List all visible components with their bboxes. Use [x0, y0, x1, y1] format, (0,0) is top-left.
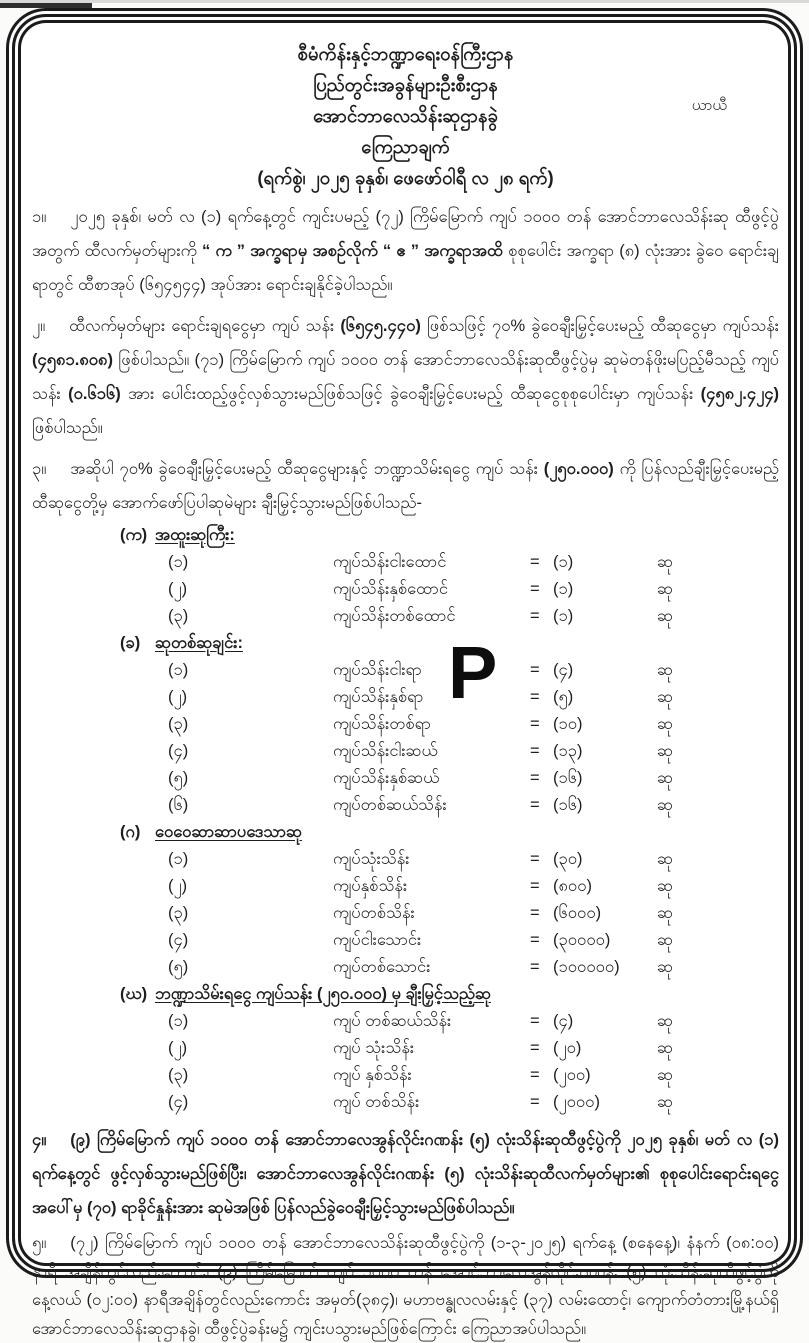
- prize-section-kha: [32, 630, 779, 819]
- equals-sign: =: [530, 607, 540, 625]
- equals-sign: =: [530, 1012, 540, 1030]
- prize-row: [168, 1062, 779, 1089]
- prize-amount: ကျပ်နှစ်သိန်း: [333, 877, 408, 895]
- amount-bold: (၆၅၄၅.၄၄၀): [340, 317, 421, 335]
- row-number: (၁): [168, 850, 189, 868]
- prize-unit: ဆု: [657, 769, 673, 787]
- row-number: (၁): [168, 661, 189, 679]
- prize-amount: ကျပ်တစ်သိန်း: [333, 904, 415, 922]
- equals-sign: =: [530, 715, 540, 733]
- paragraph-5: [32, 1229, 779, 1343]
- prize-row: [168, 765, 779, 792]
- amount-bold: (၄၅၈၁.၈၀၈): [32, 351, 113, 369]
- prize-count: (၁): [553, 553, 574, 571]
- prize-count: (၁): [553, 607, 574, 625]
- paragraph-4: [32, 1123, 779, 1225]
- prize-count: (၂၀၀): [553, 1066, 591, 1084]
- prize-amount: ကျပ်သိန်းငါးရာ: [333, 661, 422, 679]
- equals-sign: =: [530, 769, 540, 787]
- prize-row: [168, 711, 779, 738]
- equals-sign: =: [530, 580, 540, 598]
- prize-count: (၁၀၀၀၀၀): [553, 958, 620, 976]
- prize-row: [168, 1035, 779, 1062]
- prize-count: (၄): [553, 1012, 574, 1030]
- amount-bold: (၀.၆၁၆): [68, 385, 121, 403]
- paragraph-text: အဆိုပါ ၇၀% ခွဲဝေချီးမြှင့်ပေးမည့် ထီဆုငွေများနှင့် ဘဏ္ဍာသိမ်းရငွေ ကျပ် သန်း: [70, 460, 544, 478]
- header-line: အောင်ဘာလေသိန်းဆုဌာနခွဲ: [313, 105, 498, 126]
- equals-sign: =: [530, 1093, 540, 1111]
- document-content: [32, 38, 780, 1338]
- prize-row: [168, 576, 779, 603]
- paragraph-text: ၂၀၂၅ ခုနှစ်၊ မတ် လ (၁) ရက်နေ့တွင် ကျင်းပမည့် (၇၂) ကြိမ်မြောက် ကျပ် ၁၀၀၀ တန် အောင်ဘာလေသိန်းဆု ထီဖွင့်ပွဲအတွက် ထီလက်မှတ်များကို: [32, 208, 779, 260]
- paragraph-number: ၁။: [32, 208, 47, 226]
- prize-amount: ကျပ် တစ်ဆယ်သိန်း: [333, 1012, 452, 1030]
- section-rows: [32, 846, 779, 981]
- section-rows: [32, 549, 779, 630]
- paragraph-3: [32, 452, 779, 520]
- section-heading: [120, 819, 779, 846]
- prize-unit: ဆု: [657, 931, 673, 949]
- prize-count: (၂၀): [553, 1039, 582, 1057]
- prize-unit: ဆု: [657, 904, 673, 922]
- prize-amount: ကျပ်သိန်းနှစ်ရာ: [333, 688, 424, 706]
- paragraph-number: ၃။: [32, 460, 47, 478]
- paragraph-text: ဖြစ်ပါသည်။ (၇၁) ကြိမ်မြောက် ကျပ် ၁၀၀၀ တန် အောင်ဘာလေသိန်းဆုထီဖွင့်ပွဲမှ ဆုမဲတန်ဖိုးမပြည့်မီသည့် ကျပ် သန်း: [32, 351, 779, 403]
- row-number: (၅): [168, 958, 189, 976]
- equals-sign: =: [530, 796, 540, 814]
- prize-unit: ဆု: [657, 877, 673, 895]
- prize-row: [168, 1089, 779, 1116]
- row-number: (၃): [168, 715, 189, 733]
- amount-bold: (၂၅၀.၀၀၀): [543, 460, 614, 478]
- prize-count: (၃၀): [553, 850, 583, 868]
- provisional-label: ယာယီ: [691, 97, 727, 114]
- row-number: (၂): [168, 688, 188, 706]
- prize-unit: ဆု: [657, 1039, 673, 1057]
- prize-amount: ကျပ်သိန်းငါးထောင်: [333, 553, 447, 571]
- section-heading: [120, 981, 779, 1008]
- prize-section-gha: [32, 981, 779, 1116]
- prize-unit: ဆု: [657, 1093, 673, 1111]
- prize-row: [168, 603, 779, 630]
- row-number: (၅): [168, 769, 189, 787]
- section-label: (ဂ): [120, 823, 141, 841]
- prize-section-ga: [32, 819, 779, 981]
- row-number: (၃): [168, 904, 189, 922]
- section-title: ဘဏ္ဍာသိမ်းရငွေ ကျပ်သန်း (၂၅၀.၀၀၀) မှ ချီးမြှင့်သည့်ဆု: [155, 985, 491, 1003]
- equals-sign: =: [530, 688, 540, 706]
- prize-count: (၁၆): [553, 769, 583, 787]
- section-label: (က): [120, 526, 148, 544]
- paragraph-number: ၂။: [32, 317, 46, 335]
- header-line: (ရက်စွဲ၊ ၂၀၂၅ ခုနှစ်၊ ဖေဖော်ဝါရီ လ ၂၈ ရက်): [257, 167, 554, 188]
- paragraph-text: ကို ပြန်လည်ချီးမြှင့်ပေးမည့် ထီဆုငွေတို့မှ အောက်ဖော်ပြပါဆုမဲများ ချီးမြှင့်သွားမည်ဖြစ်ပါသည်-: [32, 460, 780, 512]
- prize-row: [168, 900, 779, 927]
- equals-sign: =: [530, 742, 540, 760]
- paragraph-text: (၉) ကြိမ်မြောက် ကျပ် ၁၀၀၀ တန် အောင်ဘာလေအွန်လိုင်းဂဏန်း (၅) လုံးသိန်းဆုထီဖွင့်ပွဲကို ၂၀၂၅ ခုနှစ်၊ မတ် လ (၁) ရက်နေ့တွင် ဖွင့်လှစ်သွားမည်ဖြစ်ပြီး၊ အောင်ဘာလေအွန်လိုင်းဂဏန်း (၅) လုံးသိန်းဆုထီလက်မှတ်များ၏ စုစုပေါင်းရောင်းရငွေ အပေါ်မှ (၇၀) ရာခိုင်နှုန်းအား ဆုမဲအဖြစ် ပြန်လည်ခွဲဝေချီးမြှင့်သွားမည်ဖြစ်ပါသည်။: [32, 1131, 779, 1217]
- prize-unit: ဆု: [657, 580, 673, 598]
- prize-row: [168, 549, 779, 576]
- row-number: (၁): [168, 553, 189, 571]
- prize-unit: ဆု: [657, 742, 673, 760]
- row-number: (၆): [168, 796, 189, 814]
- prize-count: (၆၀၀၀): [553, 904, 602, 922]
- paragraph-text: ဖြစ်ပါသည်။: [32, 419, 103, 437]
- prize-amount: ကျပ်သိန်းတစ်ထောင်: [333, 607, 456, 625]
- prize-unit: ဆု: [657, 715, 673, 733]
- prize-count: (၂၀၀၀): [553, 1093, 600, 1111]
- row-number: (၂): [168, 1039, 188, 1057]
- row-number: (၄): [168, 931, 189, 949]
- document-header: [32, 38, 779, 193]
- prize-unit: ဆု: [657, 958, 673, 976]
- prize-row: [168, 873, 779, 900]
- prize-amount: ကျပ်သိန်းတစ်ရာ: [333, 715, 431, 733]
- row-number: (၂): [168, 580, 188, 598]
- row-number: (၃): [168, 607, 189, 625]
- prize-amount: ကျပ် နှစ်သိန်း: [333, 1066, 412, 1084]
- section-rows: [32, 657, 779, 819]
- section-heading: [120, 522, 779, 549]
- prize-count: (၄): [553, 661, 574, 679]
- paragraph-text: အား ပေါင်းထည့်ဖွင့်လှစ်သွားမည်ဖြစ်သဖြင့် ခွဲဝေချီးမြှင့်ပေးမည့် ထီဆုငွေစုစုပေါင်းမှာ ကျပ်သန်း: [120, 385, 701, 403]
- paragraph-bold-text: “ က ” အက္ခရာမှ အစဉ်လိုက် “ ဧ ” အက္ခရာအထိ: [202, 242, 503, 260]
- equals-sign: =: [530, 958, 540, 976]
- prize-amount: ကျပ် သုံးသိန်း: [333, 1039, 415, 1057]
- prize-unit: ဆု: [657, 850, 673, 868]
- prize-row: [168, 846, 779, 873]
- paragraph-2: [32, 309, 779, 445]
- paragraph-text: ထီလက်မှတ်များ ရောင်းချရငွေမှာ ကျပ် သန်း: [69, 317, 341, 335]
- prize-amount: ကျပ်သိန်းငါးဆယ်: [333, 742, 438, 760]
- prize-unit: ဆု: [657, 553, 673, 571]
- prize-unit: ဆု: [657, 796, 673, 814]
- prize-count: (၃၀၀၀၀): [553, 931, 611, 949]
- scan-top-edge: [0, 0, 809, 3]
- row-number: (၂): [168, 877, 188, 895]
- section-label: (ခ): [120, 634, 141, 652]
- row-number: (၁): [168, 1012, 189, 1030]
- prize-row: [168, 792, 779, 819]
- paragraph-number: ၅။: [32, 1234, 47, 1252]
- prize-amount: ကျပ်တစ်သောင်း: [333, 958, 431, 976]
- section-title: ဝေဝေဆာဆာပဒေသာဆု: [155, 823, 302, 841]
- prize-count: (၁): [553, 580, 574, 598]
- prize-amount: ကျပ်သိန်းနှစ်ဆယ်: [333, 769, 440, 787]
- prize-row: [168, 927, 779, 954]
- watermark-letter-p: P: [448, 631, 498, 714]
- prize-amount: ကျပ်သိန်းနှစ်ထောင်: [333, 580, 448, 598]
- amount-bold: (၄၅၈၂.၄၂၄): [700, 385, 779, 403]
- prize-amount: ကျပ်တစ်ဆယ်သိန်း: [333, 796, 447, 814]
- prize-amount: ကျပ် တစ်သိန်း: [333, 1093, 420, 1111]
- equals-sign: =: [530, 553, 540, 571]
- paragraph-text: ဖြစ်သဖြင့် ၇၀% ခွဲဝေချီးမြှင့်ပေးမည့် ထီဆုငွေမှာ ကျပ်သန်း: [420, 317, 779, 335]
- prize-row: [168, 738, 779, 765]
- header-line: ပြည်တွင်းအခွန်များဦးစီးဌာန: [313, 74, 498, 95]
- paragraph-text: (၇၂) ကြိမ်မြောက် ကျပ် ၁၀၀၀ တန် အောင်ဘာလေသိန်းဆုထီဖွင့်ပွဲကို (၁-၃-၂၀၂၅) ရက်နေ့ (စနေနေ့)၊ နံနက် (၀၈:၀၀) နာရီ အချိန်တွင်လည်းကောင်း၊ (၉) ကြိမ်မြောက် ကျပ် ၁၀၀၀ တန် အောင်ဘာလေအွန်လိုင်းဂဏန်း (၅) လုံးသိန်းဆုထီဖွင့်ပွဲကို နေ့လယ် (၀၂:၀၀) နာရီအချိန်တွင်လည်းကောင်း အမှတ်(၃၈၄)၊ မဟာဗန္ဓုလလမ်းနှင့် (၃၇) လမ်းထောင့်၊ ကျောက်တံတားမြို့နယ်ရှိ အောင်ဘာလေသိန်းဆုဌာနခွဲ၊ ထီဖွင့်ပွဲခန်းမ၌ ကျင်းပသွားမည်ဖြစ်ကြောင်း ကြေညာအပ်ပါသည်။: [32, 1234, 779, 1338]
- prize-unit: ဆု: [657, 607, 673, 625]
- prize-count: (၁၆): [553, 796, 583, 814]
- row-number: (၃): [168, 1066, 189, 1084]
- prize-unit: ဆု: [657, 1012, 673, 1030]
- section-title: အထူးဆုကြီး:: [155, 526, 235, 544]
- equals-sign: =: [530, 1039, 540, 1057]
- prize-unit: ဆု: [657, 1066, 673, 1084]
- header-line: စီမံကိန်းနှင့်ဘဏ္ဍာရေးဝန်ကြီးဌာန: [297, 43, 514, 64]
- section-label: (ဃ): [120, 985, 148, 1003]
- equals-sign: =: [530, 904, 540, 922]
- paragraph-1: [32, 200, 779, 302]
- prize-row: [168, 954, 779, 981]
- prize-section-ka: [32, 522, 779, 630]
- section-rows: [32, 1008, 779, 1116]
- prize-unit: ဆု: [657, 661, 673, 679]
- header-line: ကြေညာချက်: [361, 136, 450, 157]
- equals-sign: =: [530, 877, 540, 895]
- prize-unit: ဆု: [657, 688, 673, 706]
- prize-count: (၁၀): [553, 715, 583, 733]
- prize-amount: ကျပ်သုံးသိန်း: [333, 850, 410, 868]
- prize-count: (၅): [553, 688, 574, 706]
- paragraph-text: စုစုပေါင်း အက္ခရာ (၈) လုံးအား ခွဲဝေ ရောင်းချရာတွင် ထီစာအုပ် (၆၅၄၅၄၄) အုပ်အား ရောင်းချနိုင်ခဲ့ပါသည်။: [32, 242, 779, 294]
- row-number: (၄): [168, 742, 189, 760]
- equals-sign: =: [530, 931, 540, 949]
- equals-sign: =: [530, 850, 540, 868]
- prize-row: [168, 1008, 779, 1035]
- row-number: (၄): [168, 1093, 189, 1111]
- section-title: ဆုတစ်ဆုချင်း:: [155, 634, 243, 652]
- prize-count: (၁၃): [553, 742, 583, 760]
- paragraph-number: ၄။: [32, 1131, 47, 1149]
- prize-sections: [32, 522, 779, 1116]
- prize-amount: ကျပ်ငါးသောင်း: [333, 931, 422, 949]
- equals-sign: =: [530, 1066, 540, 1084]
- prize-count: (၈၀၀): [553, 877, 592, 895]
- equals-sign: =: [530, 661, 540, 679]
